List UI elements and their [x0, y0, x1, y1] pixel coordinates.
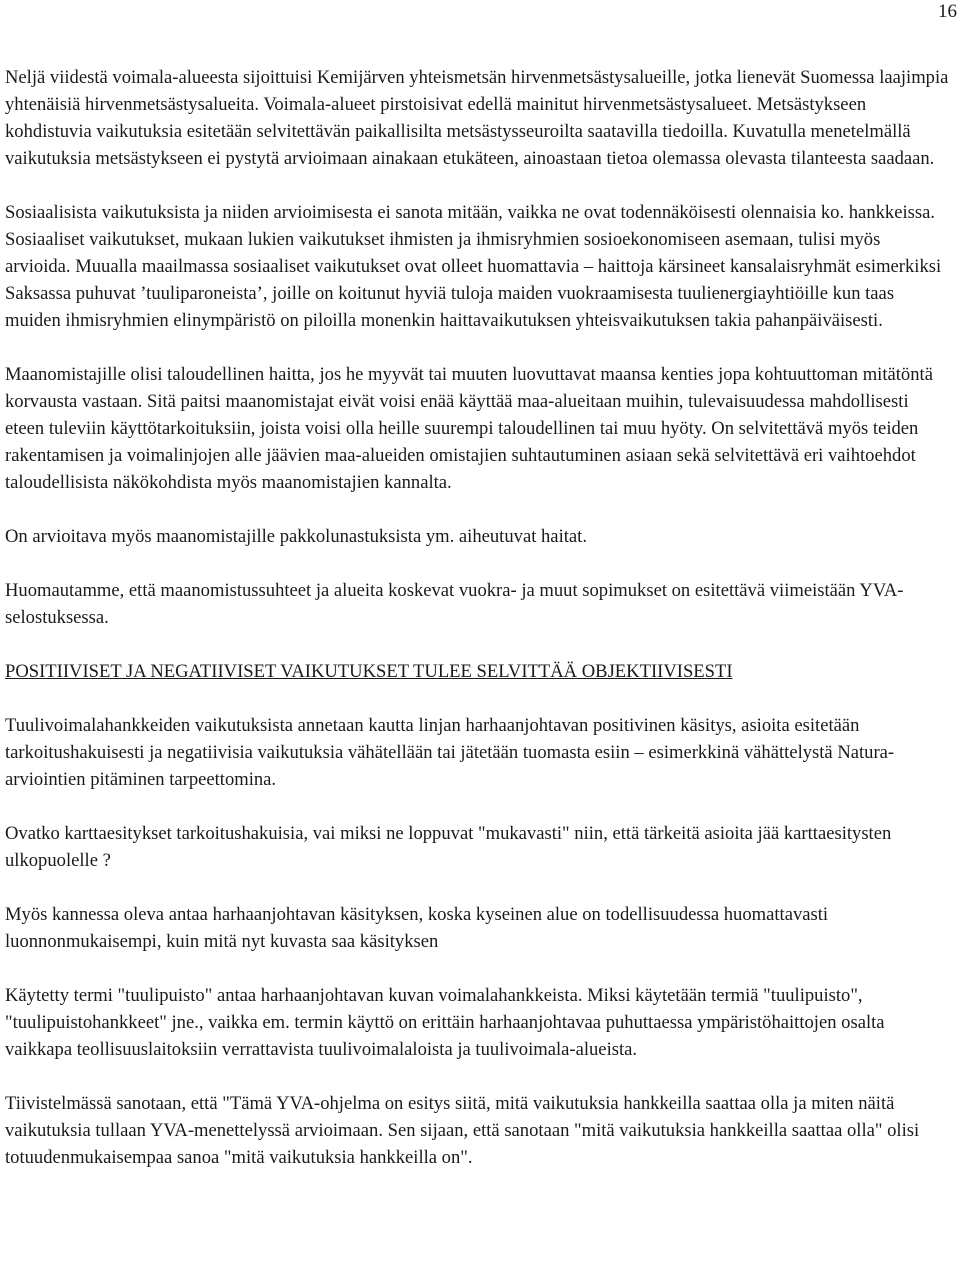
paragraph-lease-agreements: Huomautamme, että maanomistussuhteet ja alueita koskevat vuokra- ja muut sopimukset on esitettävä viimeistään YVA-selostuksessa.: [5, 580, 904, 628]
paragraph-term-tuulipuisto: Käytetty termi "tuulipuisto" antaa harhaanjohtavan kuvan voimalahankkeista. Miksi käytetään termiä "tuulipuisto", "tuulipuistohankkeet" jne., vaikka em. termin käyttö on erittäin harhaanjohtavaa puhuttaessa ympäristöhaittojen osalta vaikkapa teollisuuslaitoksiin verrattavista tuulivoimalaloista ja tuulivoimala-alueista.: [5, 985, 885, 1060]
document-body: [5, 64, 950, 1198]
paragraph-expropriation: On arvioitava myös maanomistajille pakkolunastuksista ym. aiheutuvat haitat.: [5, 526, 587, 547]
paragraph-maps: Ovatko karttaesitykset tarkoitushakuisia, vai miksi ne loppuvat "mukavasti" niin, että tärkeitä asioita jää karttaesitysten ulkopuolelle ?: [5, 823, 892, 871]
paragraph-summary: Tiivistelmässä sanotaan, että "Tämä YVA-ohjelma on esitys siitä, mitä vaikutuksia hankkeilla saattaa olla ja miten näitä vaikutuksia tullaan YVA-menettelyssä arvioimaan. Sen sijaan, että sanotaan "mitä vaikutuksia hankkeilla saattaa olla" olisi totuudenmukaisempaa sanoa "mitä vaikutuksia hankkeilla on".: [5, 1093, 920, 1168]
paragraph-hunting: Neljä viidestä voimala-alueesta sijoittuisi Kemijärven yhteismetsän hirvenmetsästysalueille, jotka lienevät Suomessa laajimpia yhtenäisiä hirvenmetsästysalueita. Voimala-alueet pirstoisivat edellä mainitut hirvenmetsästysalueet. Metsästykseen kohdistuvia vaikutuksia esitetään selvitettävän paikallisilta metsästysseuroilta saatavilla tiedoilla. Kuvatulla menetelmällä vaikutuksia metsästykseen ei pystytä arvioimaan ainakaan etukäteen, ainoastaan tietoa olemassa olevasta tilanteesta saadaan.: [5, 67, 949, 169]
page-number: 16: [938, 1, 957, 22]
section-heading: POSITIIVISET JA NEGATIIVISET VAIKUTUKSET TULEE SELVITTÄÄ OBJEKTIIVISESTI: [5, 661, 733, 682]
paragraph-positive-bias: Tuulivoimalahankkeiden vaikutuksista annetaan kautta linjan harhaanjohtavan positivinen käsitys, asioita esitetään tarkoitushakuisesti ja negatiivisia vaikutuksia vähätellään tai jätetään tuomasta esiin – esimerkkinä vähättelystä Natura-arviointien pitäminen tarpeettomina.: [5, 715, 895, 790]
paragraph-cover-image: Myös kannessa oleva antaa harhaanjohtavan käsityksen, koska kyseinen alue on todellisuudessa huomattavasti luonnonmukaisempi, kuin mitä nyt kuvasta saa käsityksen: [5, 904, 829, 952]
paragraph-landowners: Maanomistajille olisi taloudellinen haitta, jos he myyvät tai muuten luovuttavat maansa kenties jopa kohtuuttoman mitätöntä korvausta vastaan. Sitä paitsi maanomistajat eivät voisi enää käyttää maa-alueitaan muihin, tulevaisuudessa mahdollisesti eteen tuleviin käyttötarkoituksiin, joista voisi olla heille suurempi taloudellinen tai muu hyöty. On selvitettävä myös teiden rakentamisen ja voimalinjojen alle jäävien maa-alueiden omistajien suhtautuminen asiaan sekä selvitettävä eri vaihtoehdot taloudellisista näkökohdista myös maanomistajien kannalta.: [5, 364, 933, 493]
paragraph-social-impacts: Sosiaalisista vaikutuksista ja niiden arvioimisesta ei sanota mitään, vaikka ne ovat todennäköisesti olennaisia ko. hankkeissa. Sosiaaliset vaikutukset, mukaan lukien vaikutukset ihmisten ja ihmisryhmien sosioekonomiseen asemaan, tulisi myös arvioida. Muualla maailmassa sosiaaliset vaikutukset ovat olleet huomattavia – haittoja kärsineet kansalaisryhmät esimerkiksi Saksassa puhuvat ’tuuliparoneista’, joille on koitunut hyviä tuloja maiden vuokraamisesta tuulienergiayhtiöille kun taas muiden ihmisryhmien elinympäristö on piloilla monenkin haittavaikutuksen yhteisvaikutuksen takia pahanpäiväisesti.: [5, 202, 942, 331]
